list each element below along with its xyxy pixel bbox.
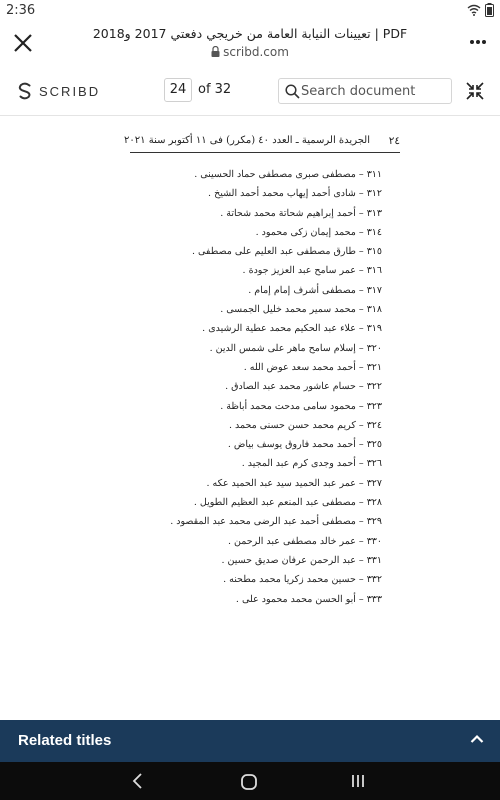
status-icons [467, 3, 494, 17]
fullscreen-button[interactable] [466, 82, 484, 100]
status-time: 2:36 [6, 3, 36, 18]
browser-header [0, 22, 500, 66]
list-item: ٣٣١ – عبد الرحمن عرفان صديق حسين . [221, 554, 382, 566]
home-icon[interactable] [240, 773, 258, 791]
list-item: ٣٢٦ – أحمد وجدى كرم عبد المجيد . [241, 458, 382, 470]
lock-icon [211, 46, 220, 57]
wifi-icon [467, 4, 481, 16]
list-item: ٣١٥ – طارق مصطفى عبد العليم على مصطفى . [191, 246, 382, 258]
related-titles-bar[interactable] [0, 720, 500, 762]
list-item: ٣١٢ – شادى أحمد إيهاب محمد أحمد الشيخ . [208, 188, 382, 200]
recents-icon[interactable] [350, 773, 366, 789]
search-icon [285, 84, 300, 99]
list-item: ٣٢٣ – محمود سامى مدحت محمد أباظة . [220, 400, 382, 412]
entries-list [170, 169, 382, 613]
list-item: ٣٢٠ – إسلام سامح ماهر على شمس الدين . [209, 342, 382, 354]
list-item: ٣٢٩ – مصطفى أحمد عبد الرضى محمد عبد المقصود . [170, 516, 382, 528]
document-header [124, 135, 400, 153]
scribd-toolbar [0, 66, 500, 116]
battery-icon [485, 3, 494, 17]
system-nav-bar [0, 762, 500, 800]
scribd-logo-icon [18, 82, 32, 100]
document-header-text: الجريدة الرسمية ـ العدد ٤٠ (مكرر) فى ١١ أكتوبر سنة ٢٠٢١ [124, 135, 370, 146]
page-title: تعيينات النيابة العامة من خريجي دفعتي 2017 و2018 | PDF [92, 26, 408, 41]
list-item: ٣٢٥ – أحمد محمد فاروق يوسف بياض . [227, 439, 382, 451]
page-total: of 32 [198, 82, 232, 97]
list-item: ٣٢٧ – عمر عبد الحميد سيد عبد الحميد عكه . [206, 477, 382, 489]
page-number-input[interactable]: 24 [164, 78, 192, 102]
list-item: ٣٣٠ – عمر خالد مصطفى عبد الرحمن . [227, 535, 382, 547]
list-item: ٣١٩ – علاء عبد الحكيم محمد عطية الرشيدى . [202, 323, 382, 335]
list-item: ٣٣٢ – حسين محمد زكريا محمد مطحنه . [223, 574, 382, 586]
search-box[interactable] [278, 78, 452, 104]
chevron-up-icon[interactable] [470, 734, 484, 744]
search-input[interactable] [301, 82, 449, 100]
list-item: ٣١١ – مصطفى صبرى مصطفى حماد الحسينى . [194, 169, 382, 180]
close-button[interactable] [10, 30, 36, 56]
scribd-logo[interactable] [18, 82, 100, 100]
list-item: ٣١٧ – مصطفى أشرف إمام إمام . [248, 284, 382, 296]
status-bar [0, 0, 500, 22]
page-url-text: scribd.com [223, 45, 289, 59]
page-url [60, 45, 440, 59]
list-item: ٣١٦ – عمر سامح عبد العزيز جودة . [242, 265, 382, 277]
more-vert-icon [468, 32, 488, 52]
back-icon[interactable] [130, 772, 146, 790]
list-item: ٣٣٣ – أبو الحسن محمد محمود على . [235, 593, 382, 605]
more-menu-button[interactable] [468, 32, 488, 52]
list-item: ٣٢٢ – حسام عاشور محمد عبد الصادق . [225, 381, 382, 393]
document-page-number: ٢٤ [388, 135, 400, 147]
fullscreen-icon [466, 82, 484, 100]
close-icon [10, 30, 36, 56]
scribd-logo-text: SCRIBD [39, 83, 101, 99]
list-item: ٣٢١ – أحمد محمد سعد عوض الله . [243, 361, 382, 373]
list-item: ٣١٨ – محمد سمير محمد خليل الجمسى . [220, 304, 382, 316]
list-item: ٣١٣ – أحمد إبراهيم شحاتة محمد شحاتة . [220, 207, 382, 219]
related-titles-label: Related titles [18, 732, 112, 749]
list-item: ٣١٤ – محمد إيمان زكى محمود . [255, 226, 382, 238]
list-item: ٣٢٨ – مصطفى عبد المنعم عبد العظيم الطويل . [193, 497, 382, 509]
list-item: ٣٢٤ – كريم محمد حسن حسنى محمد . [228, 419, 382, 431]
document-page [0, 117, 500, 720]
